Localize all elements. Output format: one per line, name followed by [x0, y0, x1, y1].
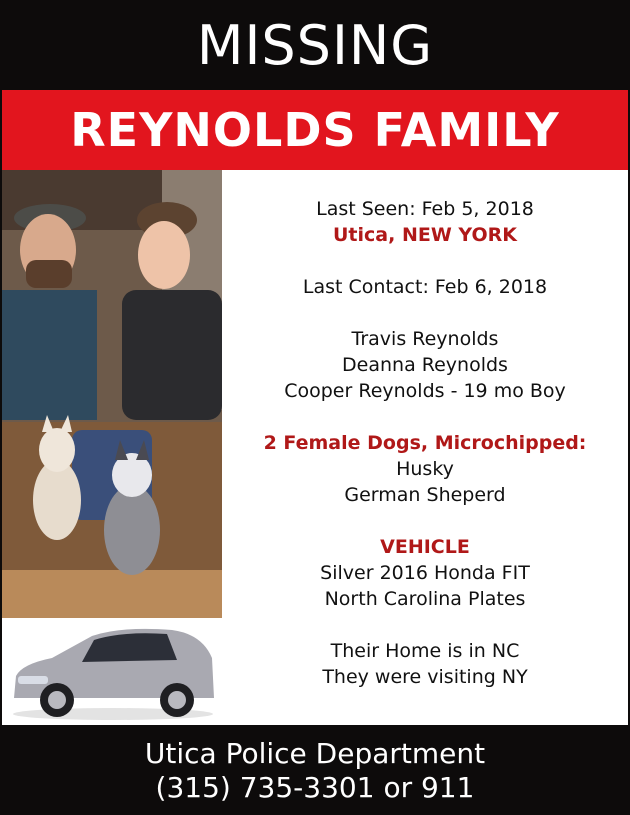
vehicle-photo — [2, 618, 224, 725]
vehicle-detail: Silver 2016 Honda FIT — [320, 562, 530, 584]
contact-footer — [0, 725, 630, 815]
person-name: Cooper Reynolds - 19 mo Boy — [284, 380, 566, 402]
dog-breed: German Sheperd — [344, 484, 506, 506]
poster-content — [2, 170, 628, 725]
poster-title: MISSING — [196, 13, 434, 77]
vehicle-heading: VEHICLE — [380, 536, 470, 558]
person-name: Deanna Reynolds — [342, 354, 508, 376]
family-name-banner: REYNOLDS FAMILY — [2, 90, 628, 170]
person-name: Travis Reynolds — [351, 328, 499, 350]
family-photo — [2, 170, 222, 620]
honda-fit-image — [2, 618, 224, 725]
vehicle-detail: North Carolina Plates — [324, 588, 526, 610]
home-note: They were visiting NY — [322, 666, 528, 688]
family-photo-image — [2, 170, 222, 620]
dogs-heading: 2 Female Dogs, Microchipped: — [263, 432, 587, 454]
man-shirt — [2, 290, 97, 420]
police-department: Utica Police Department — [144, 737, 486, 770]
husky — [104, 485, 160, 575]
last-seen: Last Seen: Feb 5, 2018 — [316, 198, 534, 220]
phone-number: (315) 735-3301 or 911 — [155, 771, 475, 804]
home-note: Their Home is in NC — [330, 640, 520, 662]
missing-details — [234, 196, 616, 690]
dog-breed: Husky — [396, 458, 454, 480]
last-seen-location: Utica, NEW YORK — [333, 224, 517, 246]
last-contact: Last Contact: Feb 6, 2018 — [302, 276, 548, 298]
